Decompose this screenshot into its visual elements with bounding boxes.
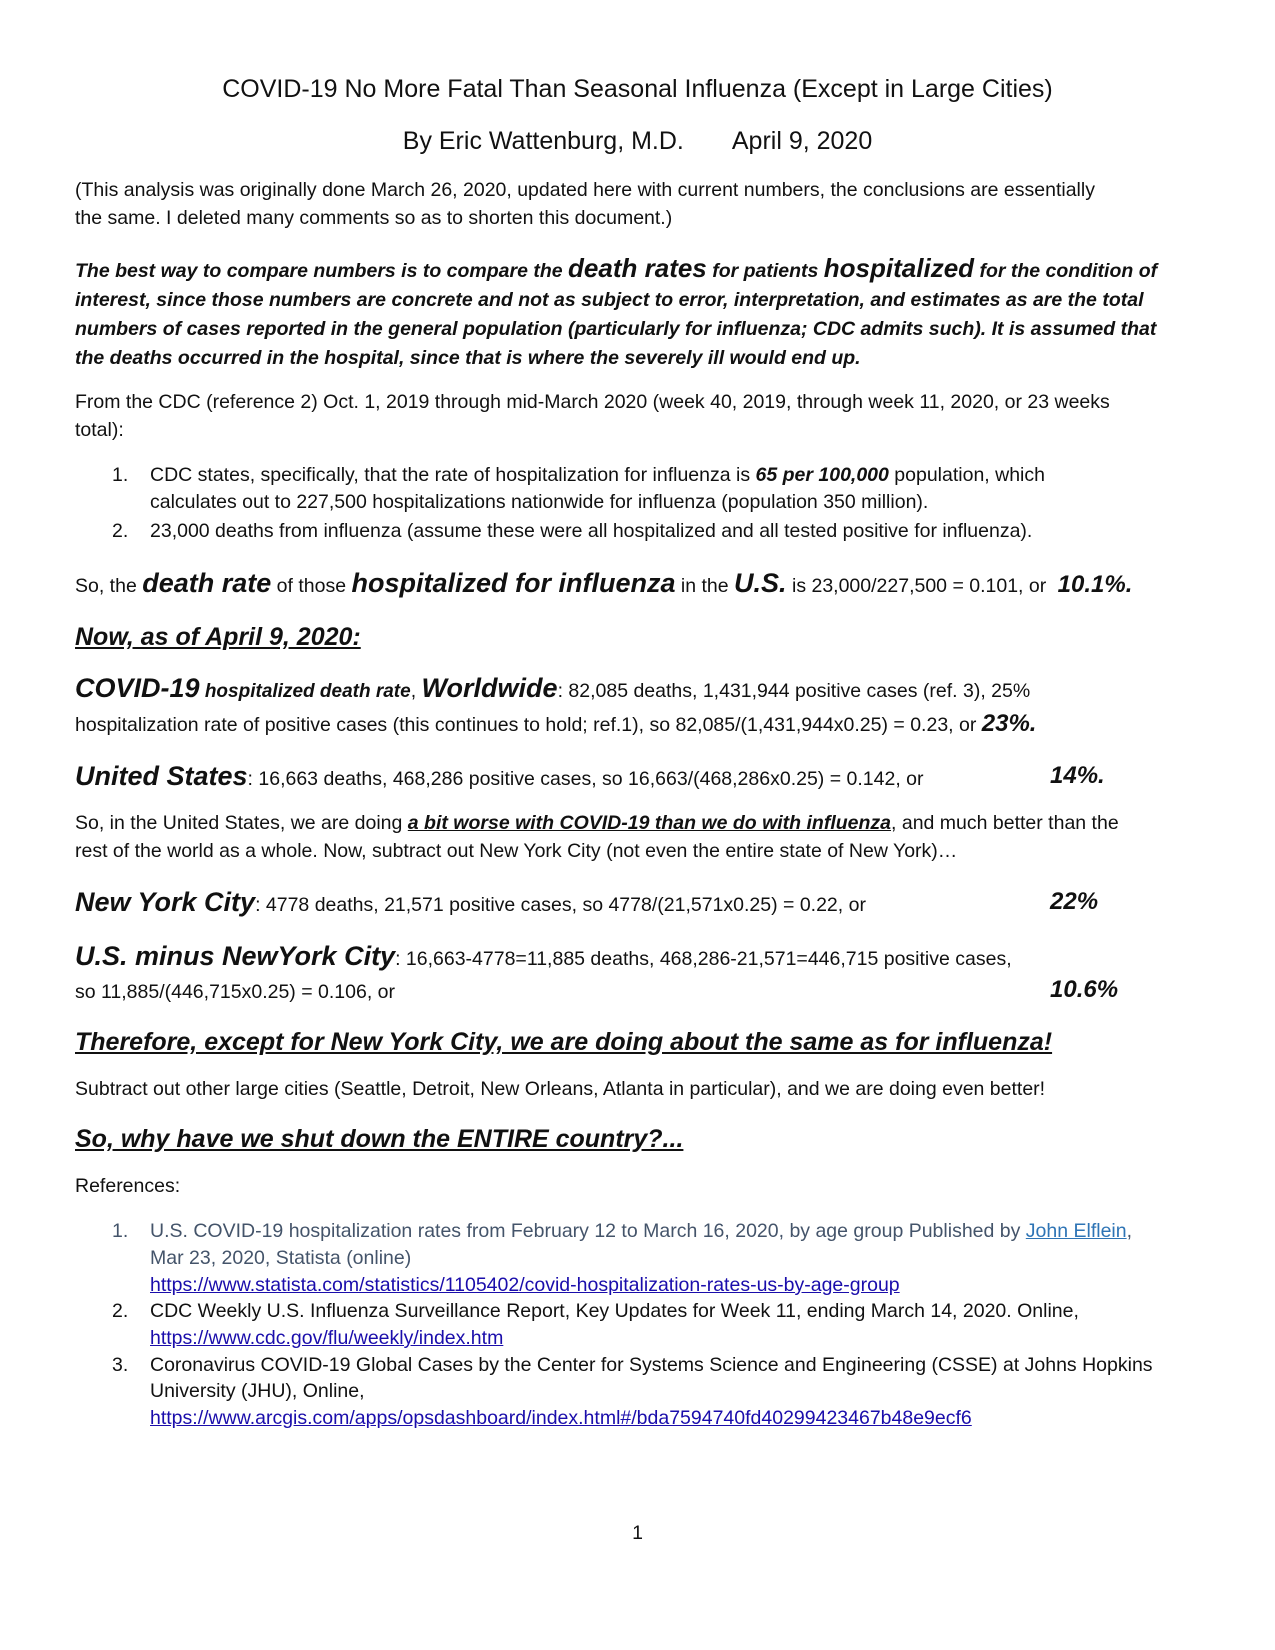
author-link[interactable]: John Elflein <box>1025 1220 1127 1242</box>
document-title: COVID-19 No More Fatal Than Seasonal Influenza (Except in Large Cities) <box>222 75 1053 103</box>
author: By Eric Wattenburg, M.D. <box>402 127 684 155</box>
intro-paragraph: (This analysis was originally done March 26, 2020, updated here with current numbers, the conclusions are essentially the same. I deleted many comments so as to shorten this document.) <box>75 179 1095 229</box>
flu-rate-pct: 10.1%. <box>1057 571 1133 598</box>
us-rate: United States: 16,663 deaths, 468,286 positive cases, so 16,663/(468,286x0.25) = 0.142, or <box>75 761 924 791</box>
arcgis-link[interactable]: https://www.arcgis.com/apps/opsdashboard/index.html#/bda7594740fd40299423467b48e9ecf6 <box>150 1407 972 1429</box>
nyc-pct: 22% <box>1050 888 1099 915</box>
document-page: COVID-19 No More Fatal Than Seasonal Influenza (Except in Large Cities) By Eric Wattenburg, M.D. April 9, 2020 (This analysis was originally done March 26, 2020, updated here with current numbers, the conclusions are essentially the same. I deleted many comments so as to shorten this document.) The best way to compare numbers is to compare the death rates for patients hospitalized for the condition of interest, since those numbers are concrete and not as subject to error, interpretation, and estimates as are the total numbers of cases reported in the general population (particularly for influenza; CDC admits such). It is assumed that the deaths occurred in the hospital, since that is where the severely ill would end up. From the CDC (reference 2) Oct. 1, 2019 through mid-March 2020 (week 40, 2019, through week 11, 2020, or 23 weeks total): 1. CDC states, specifically, that the rate of hospitalization for influenza is 65 per 100,000 population, which calculates out to 227,500 hospitalizations nationwide for influenza (population 350 million). 2. 23,000 deaths from influenza (assume these were all hospitalized and all tested positive for influenza). So, the death rate of those hospitalized for influenza in the U.S. is 23,000/227,500 = 0.101, or 10.1%. Now, as of April 9, 2020: COVID-19 hospitalized death rate, Worldwide: 82,085 deaths, 1,431,944 positive cases (ref. 3), 25% hospitalization rate of positive cases (this continues to hold; ref.1), so 82,085/(1,431,944x0.25) = 0.23, or 23%. United States: 16,663 deaths, 468,286 positive cases, so 16,663/(468,286x0.25) = 0.142, or 14%. So, in the United States, we are doing a bit worse with COVID-19 than we do with influenza, and much better than the rest of the world as a whole. Now, subtract out New York City (not even the entire state of New York)… New York City: 4778 deaths, 21,571 positive cases, so 4778/(21,571x0.25) = 0.22, or 22% U.S. minus NewYork City: 16,663-4778=11,885 deaths, 468,286-21,571=446,715 positive cases, so 11,885/(446,715x0.25) = 0.106, or 10.6% Therefore, except for New York City, we are doing about the same as for influenza! Subtract out other large cities (Seattle, Detroit, New Orleans, Atlanta in particular), and we are doing even better! So, why have we shut down the ENTIRE country?... References: 1. U.S. COVID-19 hospitalization rates from February 12 to March 16, 2020, by age group Published by John Elflein, Mar 23, 2020, Statista (online) https://www.statista.com/statistics/1105402/covid-hospitalization-rates-us-by-age-group 2. CDC Weekly U.S. Influenza Surveillance Report, Key Updates for Week 11, ending March 14, 2020. Online, https://www.cdc.gov/flu/weekly/index.htm 3. Coronavirus COVID-19 Global Cases by the Center for Systems Science and Engineering (CSSE) at Johns Hopkins University (JHU), Online, https://www.arcgis.com/apps/opsdashboard/index.html#/bda7594740fd40299423467b48e9ecf6 1 <box>0 0 1275 1650</box>
method-paragraph: The best way to compare numbers is to compare the death rates for patients hospitalized for the condition of interest, since those numbers are concrete and not as subject to error, interpretation, and estimates as are the total numbers of cases reported in the general population (particularly for influenza; CDC admits such). It is assumed that the deaths occurred in the hospital, since that is where the severely ill would end up. <box>75 253 1158 369</box>
other-cities-note: Subtract out other large cities (Seattle, Detroit, New Orleans, Atlanta in particular), and we are doing even better! <box>75 1078 1046 1100</box>
worldwide-rate: COVID-19 hospitalized death rate, Worldwide: 82,085 deaths, 1,431,944 positive cases (ref. 3), 25% <box>75 673 1031 703</box>
nyc-rate: New York City: 4778 deaths, 21,571 positive cases, so 4778/(21,571x0.25) = 0.22, or <box>75 887 866 917</box>
question-heading: So, why have we shut down the ENTIRE country?... <box>75 1125 684 1153</box>
page-number: 1 <box>632 1522 643 1544</box>
comparison-paragraph: So, in the United States, we are doing a bit worse with COVID-19 than we do with influenza, and much better than the rest of the world as a whole. Now, subtract out New York City (not even the entire state of New York)… <box>75 812 1119 862</box>
date: April 9, 2020 <box>731 127 873 155</box>
cdc-paragraph: From the CDC (reference 2) Oct. 1, 2019 through mid-March 2020 (week 40, 2019, through week 11, 2020, or 23 weeks total): <box>75 391 1110 441</box>
cdc-link[interactable]: https://www.cdc.gov/flu/weekly/index.htm <box>150 1327 504 1349</box>
us-minus-nyc-pct: 10.6% <box>1050 976 1119 1003</box>
references-label: References: <box>75 1175 181 1197</box>
conclusion-heading: Therefore, except for New York City, we are doing about the same as for influenza! <box>75 1028 1053 1056</box>
us-pct: 14%. <box>1050 762 1105 789</box>
statista-link[interactable]: https://www.statista.com/statistics/1105402/covid-hospitalization-rates-us-by-age-group <box>150 1274 900 1296</box>
now-heading: Now, as of April 9, 2020: <box>75 623 361 651</box>
worldwide-pct: 23%. <box>981 710 1037 737</box>
byline <box>0 124 1275 158</box>
flu-death-rate: So, the death rate of those hospitalized for influenza in the U.S. is 23,000/227,500 = 0.101, or 10.1%. <box>75 568 1133 598</box>
us-minus-nyc-rate: U.S. minus NewYork City: 16,663-4778=11,885 deaths, 468,286-21,571=446,715 positive cases, <box>75 941 1012 971</box>
